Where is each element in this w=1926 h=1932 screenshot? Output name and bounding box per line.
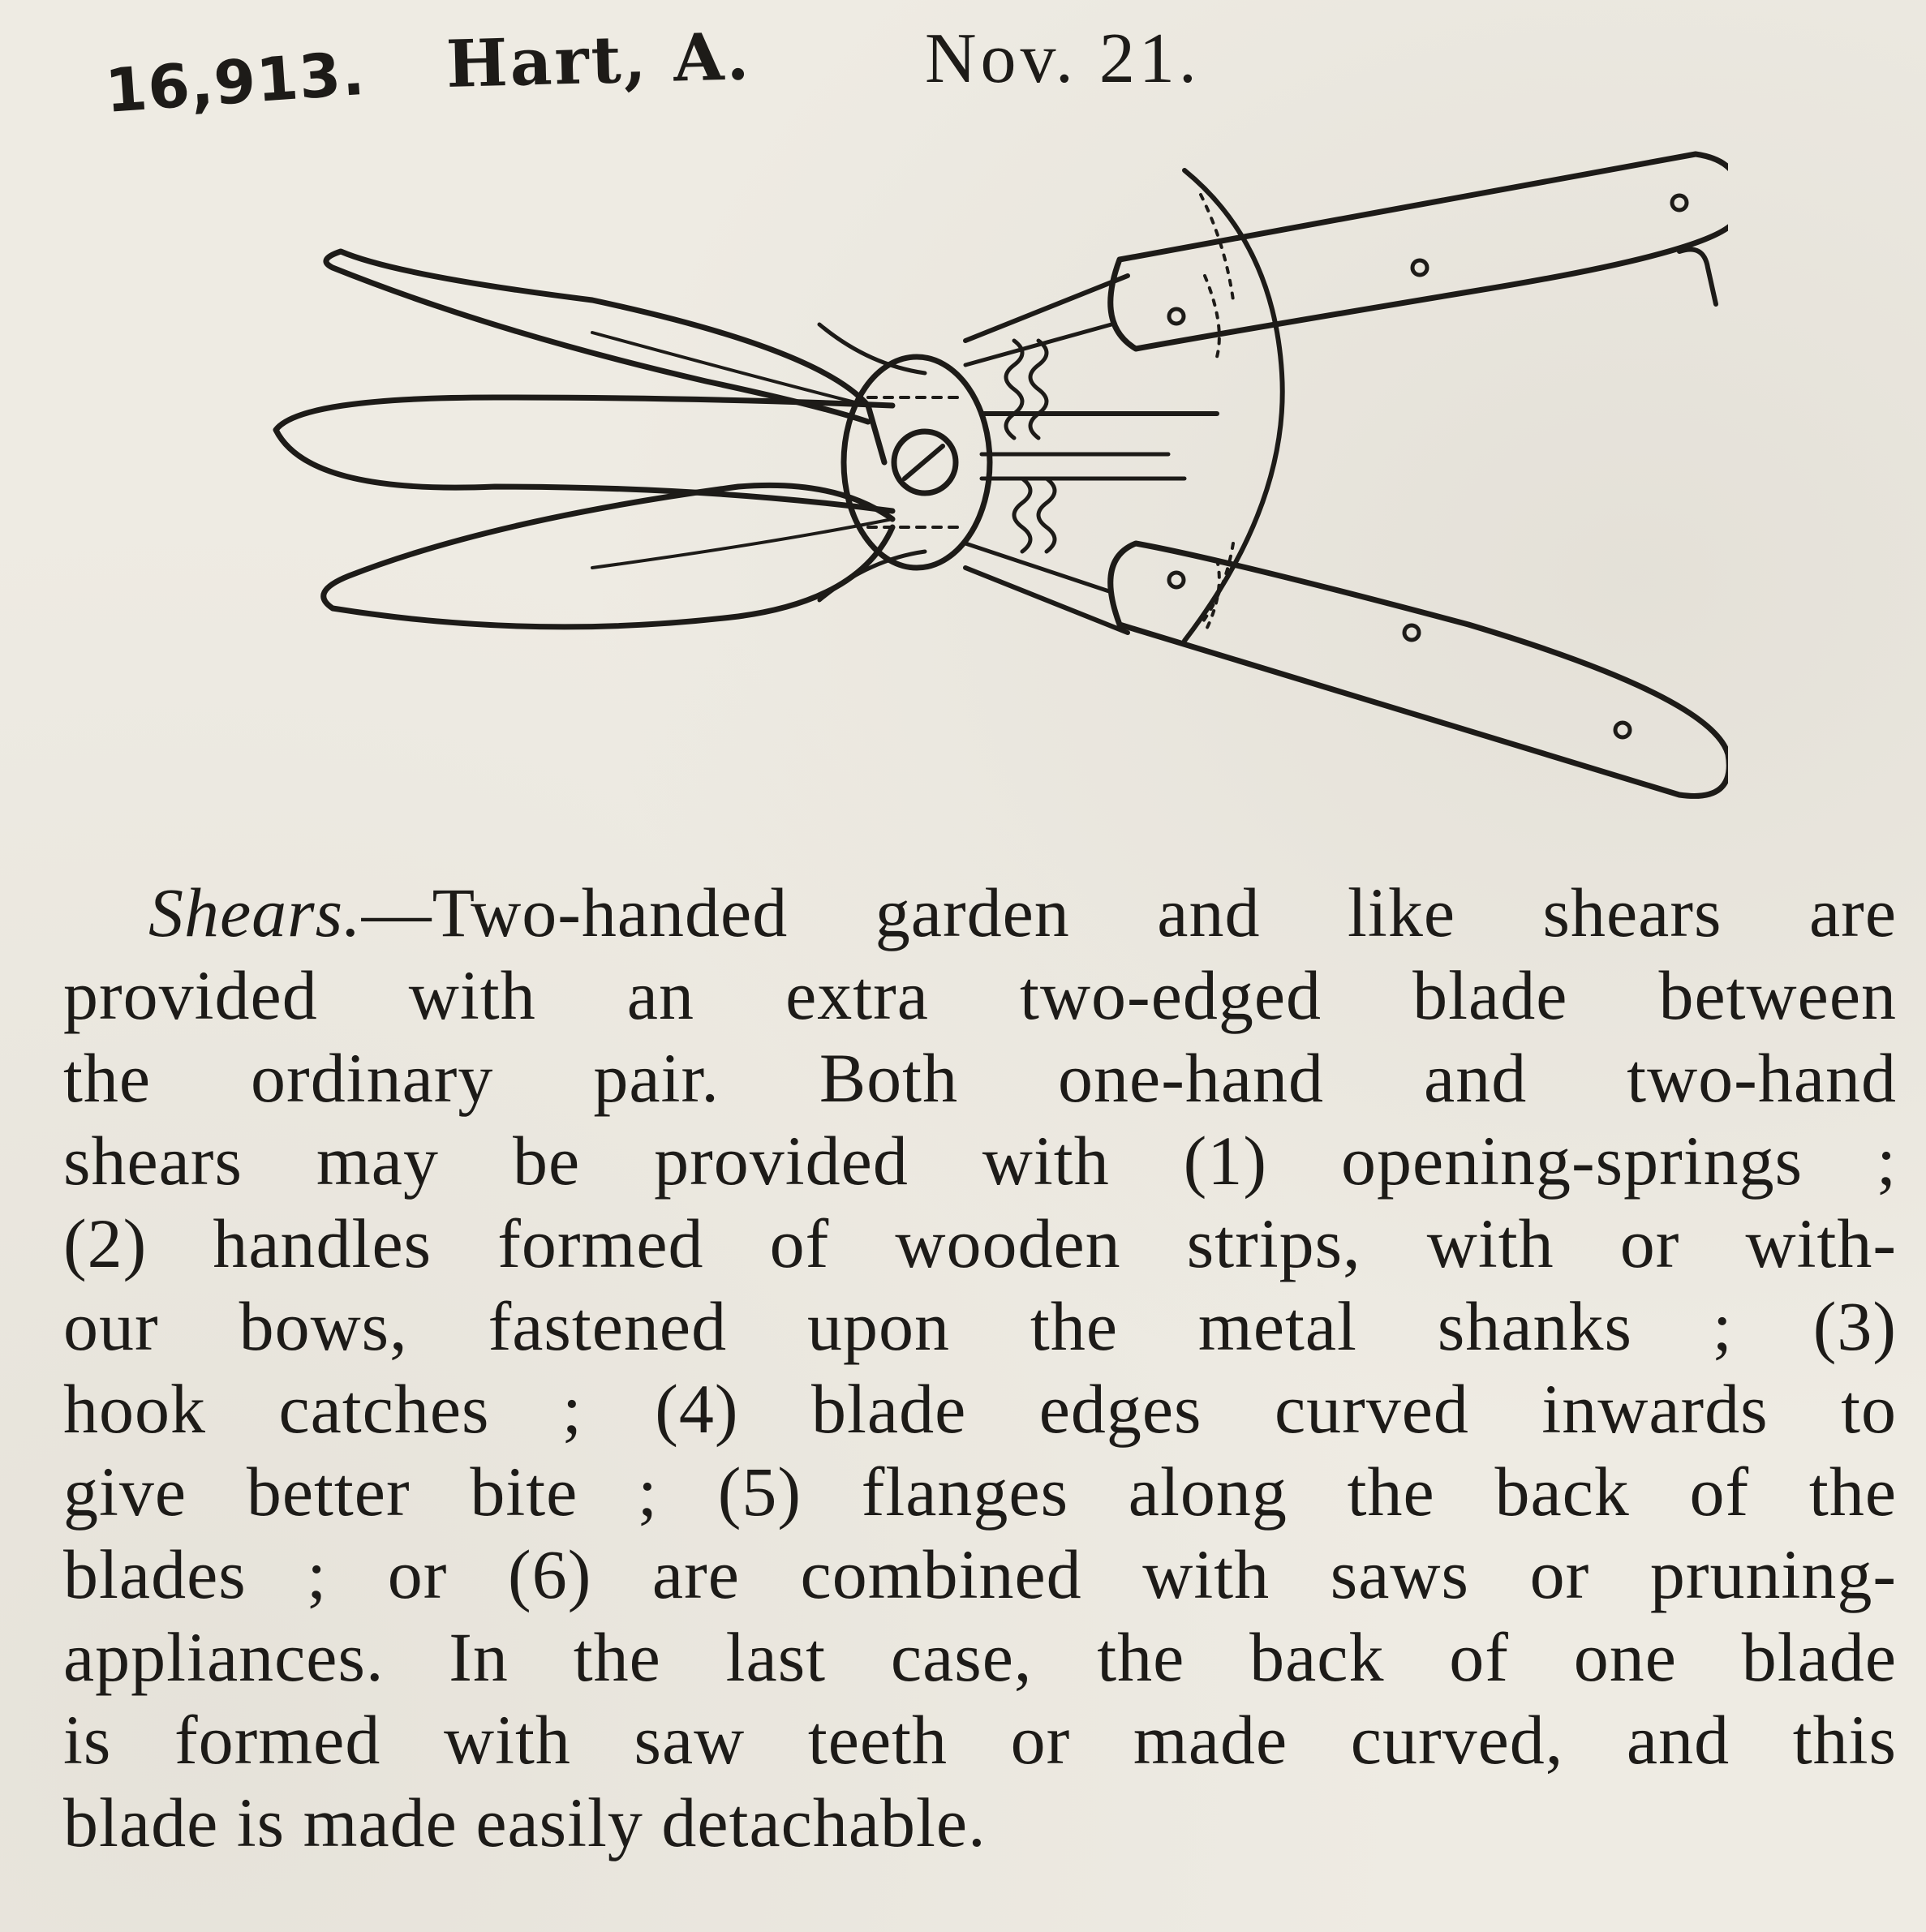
- patent-date: Nov. 21.: [925, 19, 1201, 98]
- entry-header: [103, 18, 1890, 127]
- upper-handle: [1111, 154, 1728, 349]
- text-line: provided with an extra two-edged blade between: [63, 956, 1897, 1034]
- upper-blade: [326, 251, 884, 462]
- shears-illustration: [251, 138, 1728, 819]
- text-line: (2) handles formed of wooden strips, with or with-: [63, 1204, 1897, 1282]
- text-line: shears may be provided with (1) opening-springs ;: [63, 1122, 1897, 1200]
- text-line: give better bite ; (5) flanges along the back of the: [63, 1453, 1897, 1531]
- hook-catch: [1679, 250, 1716, 305]
- text-line: the ordinary pair. Both one-hand and two-hand: [63, 1039, 1897, 1117]
- text-line: appliances. In the last case, the back of one blade: [63, 1618, 1897, 1696]
- entry-description: [63, 872, 1897, 1878]
- text-line: blade is made easily detachable.: [63, 1784, 987, 1861]
- entry-lead: Shears.: [148, 874, 362, 951]
- text-line: hook catches ; (4) blade edges curved inwards to: [63, 1370, 1897, 1448]
- lower-blade: [324, 485, 892, 627]
- pivot-boss: [844, 357, 990, 568]
- patent-number: 16,913.: [103, 38, 368, 127]
- text-line: is formed with saw teeth or made curved, and this: [63, 1701, 1897, 1779]
- text-line: blades ; or (6) are combined with saws or pruning-: [63, 1535, 1897, 1613]
- lower-handle: [1111, 543, 1728, 796]
- text-line: Shears.—Two-handed garden and like shears are: [148, 874, 1897, 951]
- text-line: our bows, fastened upon the metal shanks ; (3): [63, 1287, 1897, 1365]
- middle-blade: [276, 397, 892, 511]
- inventor-name: Hart, A.: [445, 18, 753, 102]
- opening-springs: [1006, 341, 1055, 552]
